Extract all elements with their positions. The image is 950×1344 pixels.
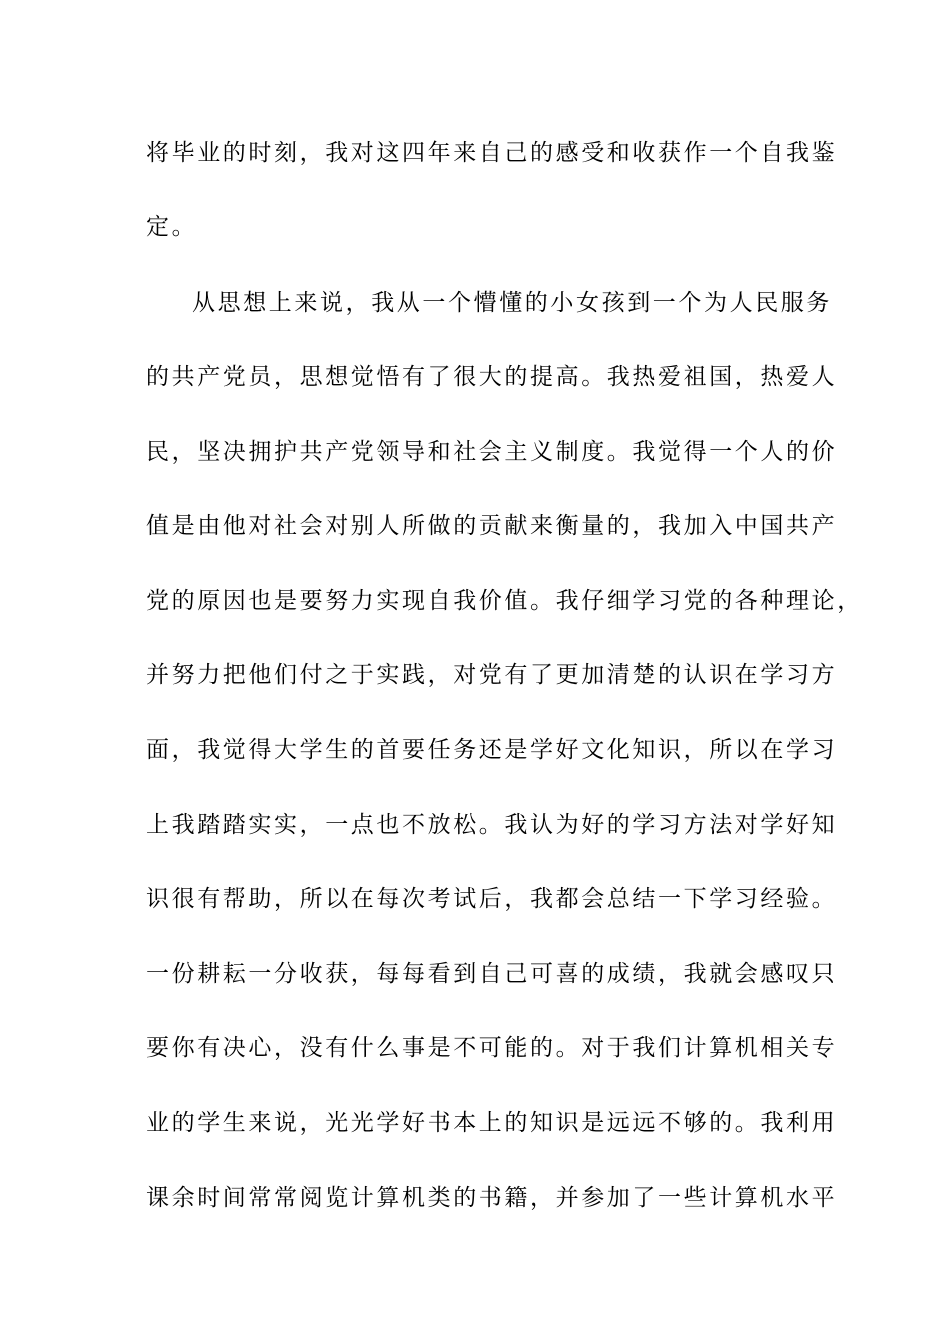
text-line-13: 要你有决心，没有什么事是不可能的。对于我们计算机相关专	[146, 1035, 838, 1061]
text-line-9: 面，我觉得大学生的首要任务还是学好文化知识，所以在学习	[146, 737, 838, 763]
text-line-5: 民，坚决拥护共产党领导和社会主义制度。我觉得一个人的价	[146, 439, 838, 465]
text-line-15: 课余时间常常阅览计算机类的书籍，并参加了一些计算机水平	[146, 1185, 838, 1211]
text-line-4: 的共产党员，思想觉悟有了很大的提高。我热爱祖国，热爱人	[146, 364, 838, 390]
text-line-8: 并努力把他们付之于实践，对党有了更加清楚的认识在学习方	[146, 662, 838, 688]
text-line-2: 定。	[146, 214, 198, 240]
text-line-14: 业的学生来说，光光学好书本上的知识是远远不够的。我利用	[146, 1110, 838, 1136]
text-line-10: 上我踏踏实实，一点也不放松。我认为好的学习方法对学好知	[146, 812, 838, 838]
text-line-7: 党的原因也是要努力实现自我价值。我仔细学习党的各种理论，	[146, 588, 863, 614]
text-line-12: 一份耕耘一分收获，每每看到自己可喜的成绩，我就会感叹只	[146, 961, 838, 987]
text-line-11: 识很有帮助，所以在每次考试后，我都会总结一下学习经验。	[146, 886, 838, 912]
paragraph-first-line: 从思想上来说，我从一个懵懂的小女孩到一个为人民服务	[192, 290, 832, 316]
text-line-6: 值是由他对社会对别人所做的贡献来衡量的，我加入中国共产	[146, 513, 838, 539]
text-line-1: 将毕业的时刻，我对这四年来自己的感受和收获作一个自我鉴	[146, 140, 838, 166]
